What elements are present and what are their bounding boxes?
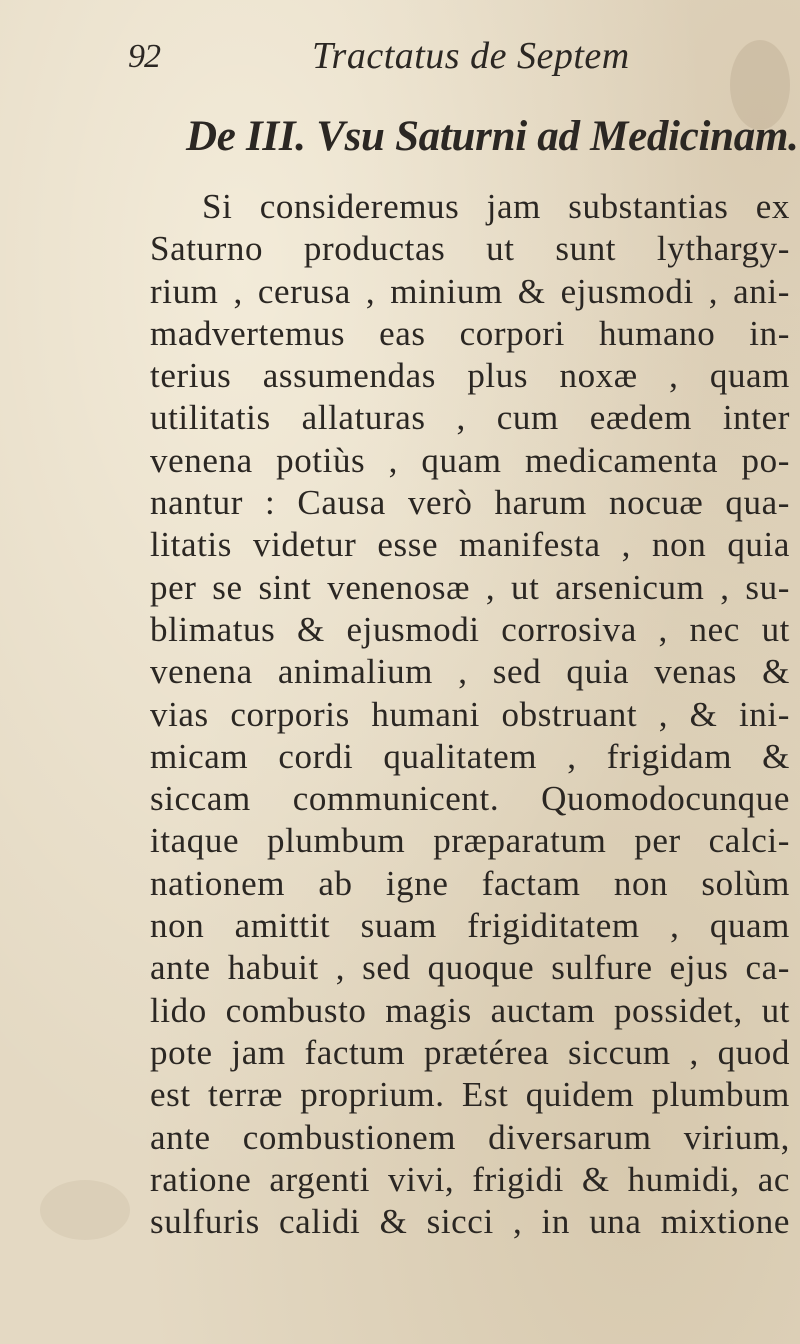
body-text [150, 186, 790, 1243]
text-line: sulfuris calidi & sicci , in una mixtione [150, 1202, 790, 1242]
text-line: litatis videtur esse manifesta , non quia [150, 525, 790, 565]
text-line: micam cordi qualitatem , frigidam & [150, 736, 790, 776]
text-line: vias corporis humani obstruant , & ini- [150, 694, 790, 734]
text-line: terius assumendas plus noxæ , quam [150, 356, 790, 396]
text-line: ante combustionem diversarum virium, [150, 1117, 790, 1157]
section-heading: De III. Vsu Saturni ad Medicinam. [186, 113, 799, 160]
text-line: blimatus & ejusmodi corrosiva , nec ut [150, 609, 790, 649]
text-line: Saturno productas ut sunt lythargy- [150, 229, 790, 269]
text-line: per se sint venenosæ , ut arsenicum , su- [150, 567, 790, 607]
text-line: rium , cerusa , minium & ejusmodi , ani- [150, 271, 790, 311]
text-line: est terræ proprium. Est quidem plumbum [150, 1075, 790, 1115]
text-line: itaque plumbum præparatum per calci- [150, 821, 790, 861]
running-title: Tractatus de Septem [312, 35, 630, 77]
text-line: nationem ab igne factam non solùm [150, 863, 790, 903]
text-line: venena potiùs , quam medicamenta po- [150, 440, 790, 480]
text-line: ante habuit , sed quoque sulfure ejus ca- [150, 948, 790, 988]
paper-stain [40, 1180, 130, 1240]
running-head [128, 28, 688, 78]
text-line: utilitatis allaturas , cum eædem inter [150, 398, 790, 438]
text-line: madvertemus eas corpori humano in- [150, 313, 790, 353]
text-line: pote jam factum prætérea siccum , quod [150, 1032, 790, 1072]
text-line: venena animalium , sed quia venas & [150, 652, 790, 692]
text-line: non amittit suam frigiditatem , quam [150, 906, 790, 946]
text-line: siccam communicent. Quomodocunque [150, 779, 790, 819]
page-number: 92 [128, 38, 160, 75]
text-line: Si consideremus jam substantias ex [202, 187, 790, 226]
text-line: nantur : Causa verò harum nocuæ qua- [150, 483, 790, 523]
text-line: ratione argenti vivi, frigidi & humidi, ac [150, 1159, 790, 1199]
text-line: lido combusto magis auctam possidet, ut [150, 990, 790, 1030]
